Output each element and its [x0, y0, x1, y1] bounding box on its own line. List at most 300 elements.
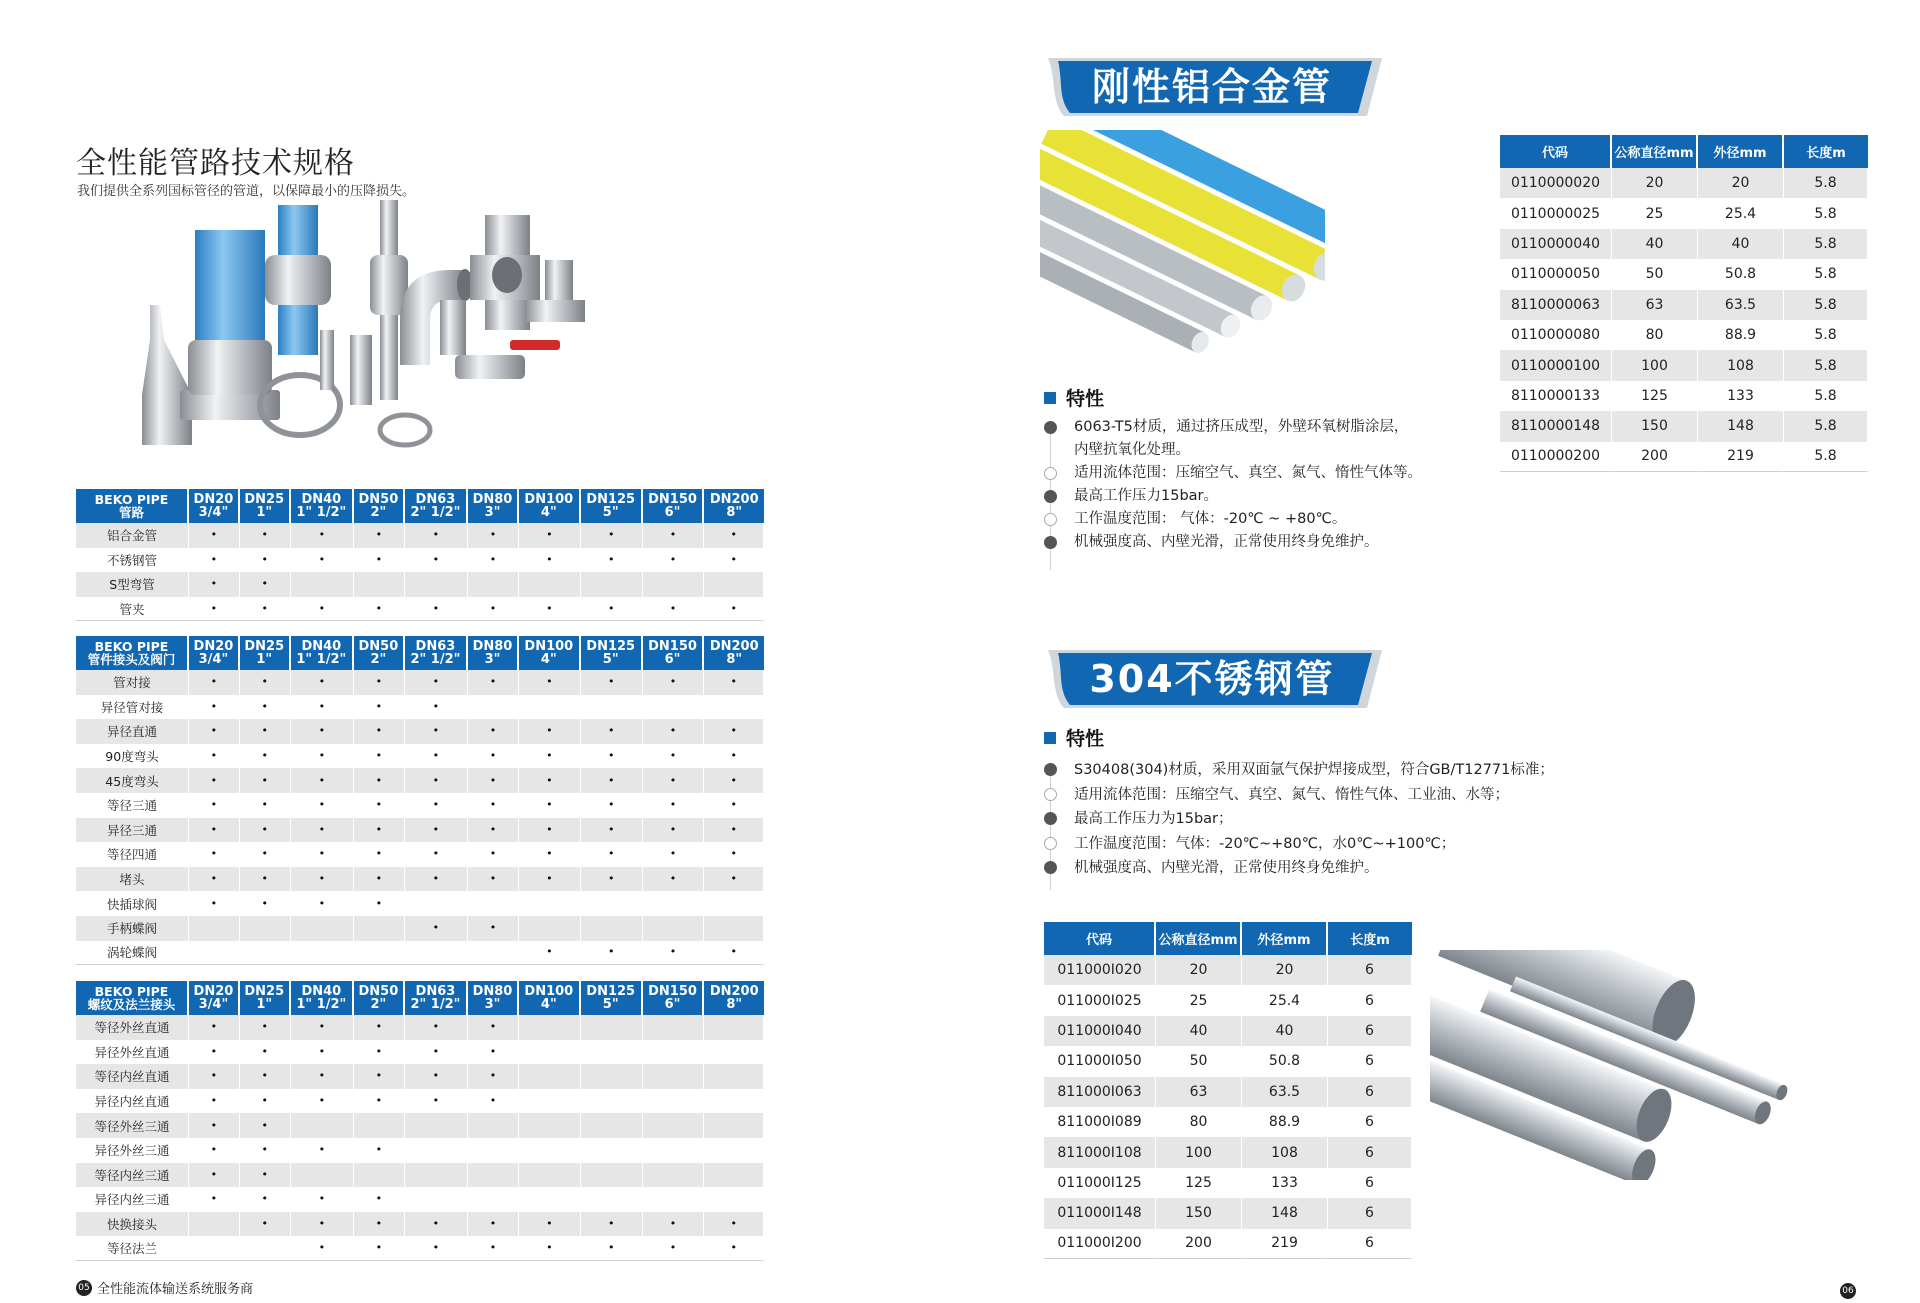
availability-dot: • — [291, 1089, 354, 1114]
row-label: 等径内丝三通 — [76, 1163, 189, 1188]
availability-dot: • — [291, 842, 354, 867]
availability-dot: • — [354, 597, 405, 622]
availability-dot: • — [240, 523, 291, 548]
row-label: 等径外丝三通 — [76, 1113, 189, 1138]
availability-dot: • — [291, 523, 354, 548]
empty-cell — [519, 1163, 581, 1188]
empty-cell — [643, 572, 705, 597]
availability-dot: • — [468, 744, 519, 769]
table-cell: 148 — [1242, 1198, 1328, 1228]
availability-dot: • — [643, 548, 705, 573]
table-row — [76, 1236, 764, 1261]
size-header: DN20 3/4" — [189, 489, 240, 523]
size-header: DN40 1" 1/2" — [291, 636, 354, 670]
feature-item: 最高工作压力15bar。 — [1044, 485, 1422, 508]
availability-dot: • — [291, 744, 354, 769]
availability-dot: • — [405, 523, 468, 548]
availability-dot: • — [189, 695, 240, 720]
table-row — [76, 695, 764, 720]
size-header: DN150 6" — [643, 489, 705, 523]
table-cell: 8110000133 — [1500, 381, 1612, 411]
availability-dot: • — [643, 842, 705, 867]
availability-dot: • — [643, 818, 705, 843]
row-label: 堵头 — [76, 867, 189, 892]
aluminum-feature-title: 特性 — [1044, 384, 1104, 411]
timeline-dot-icon — [1044, 490, 1057, 503]
empty-cell — [405, 1163, 468, 1188]
availability-dot: • — [240, 744, 291, 769]
availability-dot: • — [354, 523, 405, 548]
table-row — [1044, 1046, 1412, 1076]
timeline-dot-icon — [1044, 536, 1057, 549]
availability-dot: • — [405, 695, 468, 720]
availability-dot: • — [240, 597, 291, 622]
availability-dot: • — [189, 1015, 240, 1040]
empty-cell — [240, 916, 291, 941]
availability-dot: • — [189, 1113, 240, 1138]
empty-cell — [581, 1040, 643, 1065]
empty-cell — [519, 891, 581, 916]
table-cell: 0110000200 — [1500, 442, 1612, 472]
availability-dot: • — [189, 1163, 240, 1188]
availability-dot: • — [240, 572, 291, 597]
availability-dot: • — [643, 670, 705, 695]
size-header: DN200 8" — [704, 981, 764, 1015]
empty-cell — [468, 1187, 519, 1212]
empty-cell — [189, 916, 240, 941]
row-label: 等径法兰 — [76, 1236, 189, 1261]
empty-cell — [291, 572, 354, 597]
feature-item: 适用流体范围：压缩空气、真空、氮气、惰性气体等。 — [1044, 462, 1422, 485]
empty-cell — [581, 572, 643, 597]
left-footer — [76, 1278, 253, 1297]
table-cell: 100 — [1156, 1137, 1242, 1167]
availability-dot: • — [354, 719, 405, 744]
table-row — [1044, 1168, 1412, 1198]
availability-dot: • — [468, 818, 519, 843]
timeline-dot-icon — [1044, 763, 1057, 776]
availability-dot: • — [519, 818, 581, 843]
table-row — [76, 572, 764, 597]
availability-dot: • — [354, 1015, 405, 1040]
table-head-label: BEKO PIPE 管件接头及阀门 — [76, 636, 189, 670]
availability-dot: • — [581, 941, 643, 966]
availability-dot: • — [189, 1089, 240, 1114]
empty-cell — [519, 1113, 581, 1138]
table-head-label: BEKO PIPE 管路 — [76, 489, 189, 523]
empty-cell — [519, 1040, 581, 1065]
fittings-compat-table — [76, 636, 764, 965]
table-cell: 150 — [1156, 1198, 1242, 1228]
availability-dot: • — [354, 1187, 405, 1212]
table-cell: 20 — [1242, 955, 1328, 985]
table-row — [76, 523, 764, 548]
availability-dot: • — [354, 548, 405, 573]
table-cell: 108 — [1242, 1137, 1328, 1167]
availability-dot: • — [354, 695, 405, 720]
availability-dot: • — [354, 1064, 405, 1089]
aluminum-banner-title: 刚性铝合金管 — [1091, 65, 1332, 109]
availability-dot: • — [189, 670, 240, 695]
availability-dot: • — [405, 916, 468, 941]
availability-dot: • — [354, 1138, 405, 1163]
table-cell: 200 — [1156, 1229, 1242, 1259]
stainless-feature-title: 特性 — [1044, 724, 1104, 751]
row-label: 等径外丝直通 — [76, 1015, 189, 1040]
column-header: 代码 — [1044, 922, 1156, 955]
availability-dot: • — [405, 597, 468, 622]
table-row — [1044, 1137, 1412, 1167]
availability-dot: • — [405, 1236, 468, 1261]
thread-flange-compat-table — [76, 981, 764, 1261]
table-cell: 88.9 — [1698, 320, 1784, 350]
table-cell: 811000I089 — [1044, 1107, 1156, 1137]
empty-cell — [704, 1015, 764, 1040]
table-cell: 25 — [1612, 198, 1698, 228]
size-header: DN50 2" — [354, 489, 405, 523]
page-title: 全性能管路技术规格 — [76, 146, 355, 181]
table-row — [1500, 290, 1868, 320]
table-row — [1044, 1107, 1412, 1137]
fittings-product-photo — [140, 200, 700, 470]
table-cell: 6 — [1328, 1229, 1412, 1259]
availability-dot: • — [468, 793, 519, 818]
availability-dot: • — [291, 1212, 354, 1237]
availability-dot: • — [189, 768, 240, 793]
table-cell: 011000I040 — [1044, 1016, 1156, 1046]
table-row — [1044, 1077, 1412, 1107]
availability-dot: • — [643, 719, 705, 744]
size-header: DN100 4" — [519, 489, 581, 523]
size-header: DN100 4" — [519, 636, 581, 670]
empty-cell — [581, 1163, 643, 1188]
row-label: 涡轮蝶阀 — [76, 941, 189, 966]
size-header: DN100 4" — [519, 981, 581, 1015]
table-cell: 5.8 — [1784, 381, 1868, 411]
empty-cell — [291, 1163, 354, 1188]
table-cell: 133 — [1242, 1168, 1328, 1198]
empty-cell — [643, 1113, 705, 1138]
availability-dot: • — [189, 793, 240, 818]
feature-item: 工作温度范围： 气体：-20℃ ~ +80℃。 — [1044, 508, 1422, 531]
feature-item: S30408(304)材质，采用双面氩气保护焊接成型，符合GB/T12771标准； — [1044, 758, 1554, 783]
table-cell: 011000I200 — [1044, 1229, 1156, 1259]
table-cell: 5.8 — [1784, 290, 1868, 320]
table-cell: 20 — [1156, 955, 1242, 985]
availability-dot: • — [581, 793, 643, 818]
availability-dot: • — [704, 842, 764, 867]
empty-cell — [581, 1064, 643, 1089]
availability-dot: • — [291, 1138, 354, 1163]
empty-cell — [354, 916, 405, 941]
availability-dot: • — [354, 891, 405, 916]
table-cell: 011000I020 — [1044, 955, 1156, 985]
availability-dot: • — [240, 818, 291, 843]
availability-dot: • — [189, 867, 240, 892]
empty-cell — [581, 1113, 643, 1138]
table-cell: 40 — [1612, 229, 1698, 259]
size-header: DN80 3" — [468, 489, 519, 523]
table-cell: 0110000025 — [1500, 198, 1612, 228]
table-cell: 811000I108 — [1044, 1137, 1156, 1167]
table-row — [76, 916, 764, 941]
row-label: 异径直通 — [76, 719, 189, 744]
feature-item: 机械强度高、内壁光滑，正常使用终身免维护。 — [1044, 531, 1422, 554]
empty-cell — [581, 1138, 643, 1163]
availability-dot: • — [519, 793, 581, 818]
table-cell: 88.9 — [1242, 1107, 1328, 1137]
table-cell: 80 — [1156, 1107, 1242, 1137]
availability-dot: • — [519, 548, 581, 573]
column-header: 公称直径mm — [1612, 135, 1698, 168]
availability-dot: • — [468, 867, 519, 892]
availability-dot: • — [240, 1113, 291, 1138]
size-header: DN40 1" 1/2" — [291, 981, 354, 1015]
size-header: DN80 3" — [468, 981, 519, 1015]
row-label: 不锈钢管 — [76, 548, 189, 573]
table-row — [1500, 381, 1868, 411]
availability-dot: • — [643, 768, 705, 793]
availability-dot: • — [189, 1064, 240, 1089]
table-cell: 811000I063 — [1044, 1077, 1156, 1107]
table-cell: 63 — [1612, 290, 1698, 320]
availability-dot: • — [189, 744, 240, 769]
availability-dot: • — [643, 1236, 705, 1261]
availability-dot: • — [519, 768, 581, 793]
empty-cell — [405, 891, 468, 916]
empty-cell — [519, 695, 581, 720]
column-header: 外径mm — [1242, 922, 1328, 955]
empty-cell — [704, 891, 764, 916]
availability-dot: • — [354, 744, 405, 769]
availability-dot: • — [291, 793, 354, 818]
table-row — [76, 1089, 764, 1114]
row-label: 快换接头 — [76, 1212, 189, 1237]
empty-cell — [519, 1138, 581, 1163]
availability-dot: • — [189, 719, 240, 744]
feature-item: 内壁抗氧化处理。 — [1074, 442, 1190, 458]
size-header: DN200 8" — [704, 636, 764, 670]
empty-cell — [468, 695, 519, 720]
table-cell: 108 — [1698, 350, 1784, 380]
availability-dot: • — [519, 670, 581, 695]
table-cell: 40 — [1698, 229, 1784, 259]
availability-dot: • — [291, 1064, 354, 1089]
availability-dot: • — [354, 1089, 405, 1114]
table-cell: 63.5 — [1242, 1077, 1328, 1107]
table-cell: 50 — [1612, 259, 1698, 289]
availability-dot: • — [643, 867, 705, 892]
size-header: DN20 3/4" — [189, 636, 240, 670]
table-cell: 63.5 — [1698, 290, 1784, 320]
table-row — [76, 1163, 764, 1188]
availability-dot: • — [643, 1212, 705, 1237]
row-label: 等径三通 — [76, 793, 189, 818]
availability-dot: • — [643, 793, 705, 818]
timeline-dot-icon — [1044, 861, 1057, 874]
empty-cell — [468, 1138, 519, 1163]
empty-cell — [519, 1187, 581, 1212]
empty-cell — [519, 1015, 581, 1040]
size-header: DN63 2" 1/2" — [405, 489, 468, 523]
stainless-banner-title: 304不锈钢管 — [1089, 657, 1335, 701]
table-row — [1044, 1229, 1412, 1259]
table-cell: 011000I050 — [1044, 1046, 1156, 1076]
availability-dot: • — [704, 793, 764, 818]
empty-cell — [643, 1138, 705, 1163]
empty-cell — [291, 916, 354, 941]
table-cell: 5.8 — [1784, 198, 1868, 228]
row-label: 异径外丝直通 — [76, 1040, 189, 1065]
empty-cell — [468, 572, 519, 597]
table-cell: 8110000148 — [1500, 411, 1612, 441]
availability-dot: • — [354, 793, 405, 818]
table-cell: 200 — [1612, 442, 1698, 472]
empty-cell — [405, 1187, 468, 1212]
availability-dot: • — [519, 842, 581, 867]
availability-dot: • — [405, 670, 468, 695]
empty-cell — [643, 1040, 705, 1065]
availability-dot: • — [405, 744, 468, 769]
size-header: DN125 5" — [581, 489, 643, 523]
availability-dot: • — [405, 1212, 468, 1237]
availability-dot: • — [291, 1015, 354, 1040]
availability-dot: • — [468, 842, 519, 867]
table-cell: 219 — [1698, 442, 1784, 472]
availability-dot: • — [189, 1040, 240, 1065]
row-label: 手柄蝶阀 — [76, 916, 189, 941]
availability-dot: • — [291, 670, 354, 695]
table-cell: 5.8 — [1784, 229, 1868, 259]
empty-cell — [519, 916, 581, 941]
empty-cell — [704, 1113, 764, 1138]
size-header: DN25 1" — [240, 981, 291, 1015]
availability-dot: • — [240, 670, 291, 695]
aluminum-tubes-photo — [1040, 130, 1325, 365]
aluminum-spec-table — [1500, 135, 1868, 472]
feature-item: 最高工作压力为15bar； — [1044, 807, 1554, 832]
size-header: DN25 1" — [240, 489, 291, 523]
timeline-dot-icon — [1044, 421, 1057, 434]
table-cell: 6 — [1328, 1137, 1412, 1167]
availability-dot: • — [189, 891, 240, 916]
availability-dot: • — [240, 793, 291, 818]
availability-dot: • — [468, 916, 519, 941]
empty-cell — [291, 941, 354, 966]
table-cell: 50 — [1156, 1046, 1242, 1076]
availability-dot: • — [291, 768, 354, 793]
availability-dot: • — [240, 1015, 291, 1040]
table-row — [76, 719, 764, 744]
table-cell: 20 — [1612, 168, 1698, 198]
empty-cell — [468, 941, 519, 966]
empty-cell — [704, 1089, 764, 1114]
availability-dot: • — [240, 1187, 291, 1212]
availability-dot: • — [581, 842, 643, 867]
availability-dot: • — [240, 867, 291, 892]
empty-cell — [519, 572, 581, 597]
availability-dot: • — [704, 719, 764, 744]
table-cell: 125 — [1156, 1168, 1242, 1198]
table-cell: 219 — [1242, 1229, 1328, 1259]
table-cell: 011000I125 — [1044, 1168, 1156, 1198]
availability-dot: • — [468, 597, 519, 622]
table-row — [1500, 198, 1868, 228]
availability-dot: • — [291, 1187, 354, 1212]
availability-dot: • — [581, 670, 643, 695]
row-label: 管夹 — [76, 597, 189, 622]
availability-dot: • — [240, 1163, 291, 1188]
table-cell: 8110000063 — [1500, 290, 1612, 320]
availability-dot: • — [704, 818, 764, 843]
empty-cell — [581, 1187, 643, 1212]
empty-cell — [468, 891, 519, 916]
table-row — [76, 941, 764, 966]
availability-dot: • — [405, 1040, 468, 1065]
availability-dot: • — [519, 1212, 581, 1237]
column-header: 外径mm — [1698, 135, 1784, 168]
availability-dot: • — [468, 670, 519, 695]
availability-dot: • — [189, 842, 240, 867]
table-cell: 011000I025 — [1044, 985, 1156, 1015]
row-label: 90度弯头 — [76, 744, 189, 769]
aluminum-feature-list — [1044, 416, 1422, 554]
table-row — [76, 891, 764, 916]
table-cell: 6 — [1328, 1046, 1412, 1076]
availability-dot: • — [291, 719, 354, 744]
feature-item: 工作温度范围：气体：-20℃~+80℃，水0℃~+100℃； — [1044, 832, 1554, 857]
availability-dot: • — [519, 523, 581, 548]
timeline-dot-icon — [1044, 837, 1057, 850]
availability-dot: • — [704, 744, 764, 769]
empty-cell — [643, 891, 705, 916]
table-cell: 133 — [1698, 381, 1784, 411]
size-header: DN80 3" — [468, 636, 519, 670]
table-row — [76, 1212, 764, 1237]
table-cell: 25 — [1156, 985, 1242, 1015]
availability-dot: • — [405, 719, 468, 744]
table-row — [1500, 442, 1868, 472]
availability-dot: • — [519, 744, 581, 769]
availability-dot: • — [704, 1212, 764, 1237]
table-cell: 20 — [1698, 168, 1784, 198]
table-row — [76, 1015, 764, 1040]
availability-dot: • — [405, 1089, 468, 1114]
feature-item: 6063-T5材质，通过挤压成型，外壁环氧树脂涂层， — [1044, 416, 1422, 439]
column-header: 长度m — [1784, 135, 1868, 168]
table-cell: 50.8 — [1698, 259, 1784, 289]
empty-cell — [354, 1113, 405, 1138]
empty-cell — [405, 941, 468, 966]
column-header: 长度m — [1328, 922, 1412, 955]
availability-dot: • — [643, 597, 705, 622]
availability-dot: • — [468, 768, 519, 793]
empty-cell — [643, 916, 705, 941]
availability-dot: • — [519, 719, 581, 744]
availability-dot: • — [468, 1040, 519, 1065]
empty-cell — [643, 1163, 705, 1188]
availability-dot: • — [704, 941, 764, 966]
table-cell: 0110000020 — [1500, 168, 1612, 198]
row-label: 异径外丝三通 — [76, 1138, 189, 1163]
footer-tagline: 全性能流体输送系统服务商 — [97, 1282, 254, 1297]
availability-dot: • — [581, 719, 643, 744]
row-label: 等径内丝直通 — [76, 1064, 189, 1089]
row-label: 管对接 — [76, 670, 189, 695]
availability-dot: • — [354, 842, 405, 867]
availability-dot: • — [291, 548, 354, 573]
table-header-row — [76, 636, 764, 670]
